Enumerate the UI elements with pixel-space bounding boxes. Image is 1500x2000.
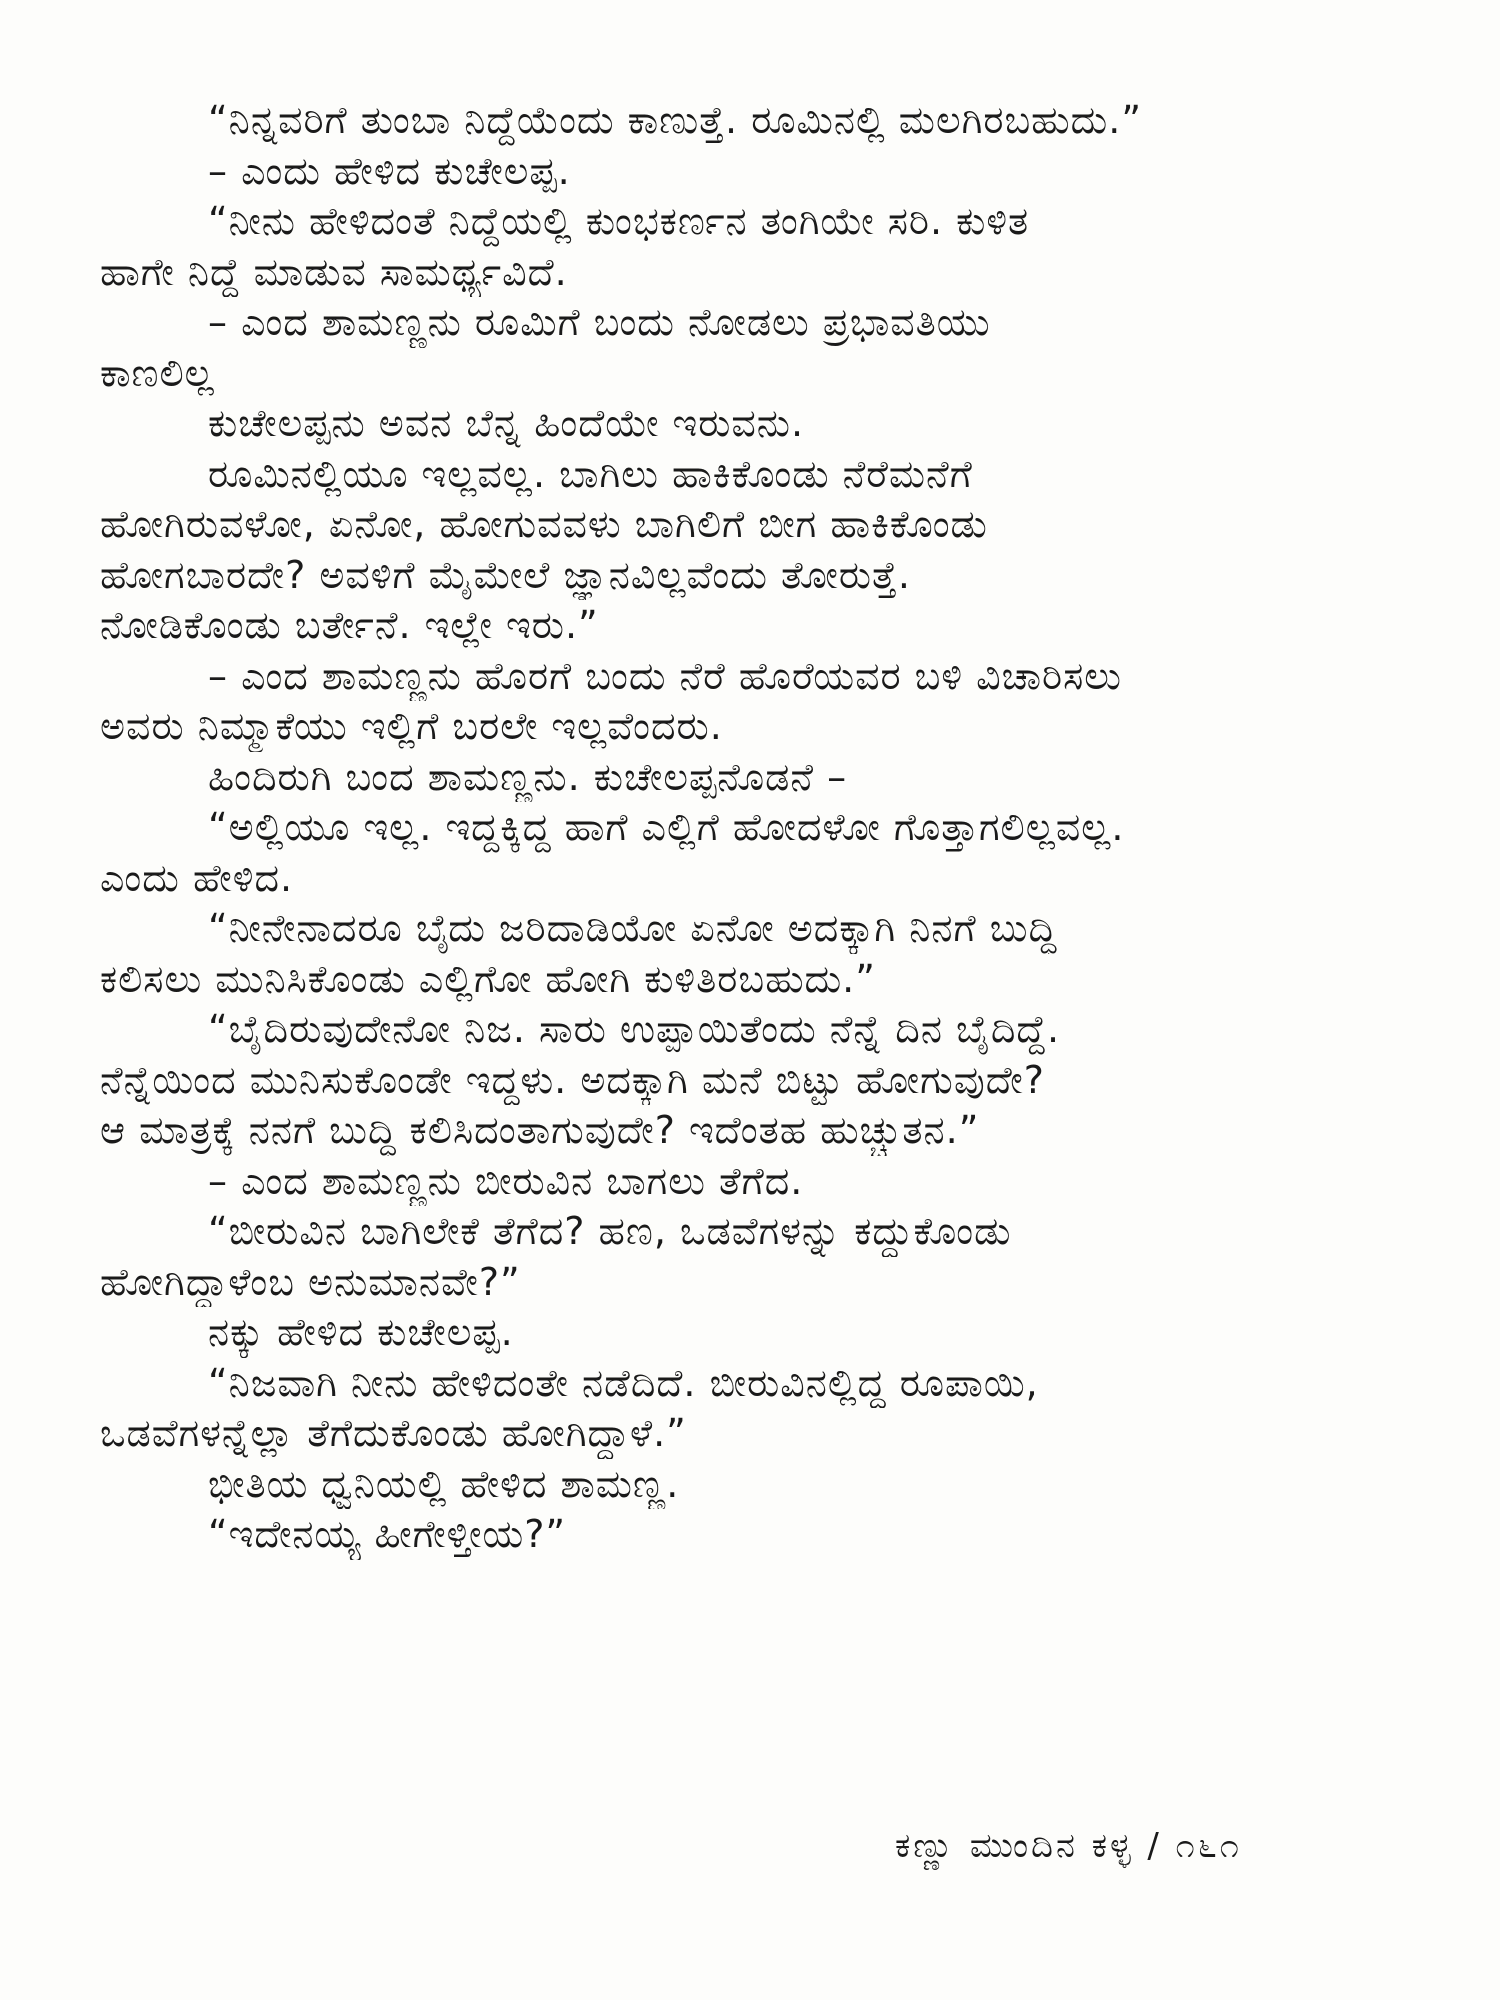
text-line: ಕುಚೇಲಪ್ಪನು ಅವನ ಬೆನ್ನ ಹಿಂದೆಯೇ ಇರುವನು. — [208, 401, 805, 445]
text-line: ನೆನ್ನೆಯಿಂದ ಮುನಿಸುಕೊಂಡೇ ಇದ್ದಳು. ಅದಕ್ಕಾಗಿ ಮನೆ ಬಿಟ್ಟು ಹೋಗುವುದೇ? — [100, 1057, 1045, 1102]
text-line: ಕಲಿಸಲು ಮುನಿಸಿಕೊಂಡು ಎಲ್ಲಿಗೋ ಹೋಗಿ ಕುಳಿತಿರಬಹುದು.” — [100, 956, 876, 1001]
text-line: “ಇದೇನಯ್ಯ ಹೀಗೇಳ್ತೀಯ?” — [208, 1512, 567, 1556]
text-line: ಹಿಂದಿರುಗಿ ಬಂದ ಶಾಮಣ್ಣನು. ಕುಚೇಲಪ್ಪನೊಡನೆ – — [208, 754, 848, 799]
text-line: ರೂಮಿನಲ್ಲಿಯೂ ಇಲ್ಲವಲ್ಲ. ಬಾಗಿಲು ಹಾಕಿಕೊಂಡು ನೆರೆಮನೆಗೆ — [208, 451, 973, 496]
text-line: “ನೀನೇನಾದರೂ ಬೈದು ಜರಿದಾಡಿಯೋ ಏನೋ ಅದಕ್ಕಾಗಿ ನಿನಗೆ ಬುದ್ಧಿ — [208, 906, 1058, 950]
text-line: ಹೋಗಿದ್ದಾಳೆಂಬ ಅನುಮಾನವೇ?” — [100, 1259, 521, 1304]
text-line: “ನಿನ್ನವರಿಗೆ ತುಂಬಾ ನಿದ್ದೆಯೆಂದು ಕಾಣುತ್ತೆ. ರೂಮಿನಲ್ಲಿ ಮಲಗಿರಬಹುದು.” — [208, 98, 1143, 142]
text-line: “ನಿಜವಾಗಿ ನೀನು ಹೇಳಿದಂತೇ ನಡೆದಿದೆ. ಬೀರುವಿನಲ್ಲಿದ್ದ ರೂಪಾಯಿ, — [208, 1360, 1039, 1405]
text-line: “ಬೀರುವಿನ ಬಾಗಿಲೇಕೆ ತೆಗೆದ? ಹಣ, ಒಡವೆಗಳನ್ನು ಕದ್ದುಕೊಂಡು — [208, 1209, 1012, 1253]
text-line: ಎಂದು ಹೇಳಿದ. — [100, 855, 294, 900]
text-line: – ಎಂದ ಶಾಮಣ್ಣನು ರೂಮಿಗೆ ಬಂದು ನೋಡಲು ಪ್ರಭಾವತಿಯು — [208, 300, 991, 344]
text-line: ಅವರು ನಿಮ್ಮಾಕೆಯು ಇಲ್ಲಿಗೆ ಬರಲೇ ಇಲ್ಲವೆಂದರು. — [100, 704, 723, 748]
page-footer: ಕಣ್ಣು ಮುಂದಿನ ಕಳ್ಳ / ೧೬೧ — [895, 1826, 1242, 1866]
text-line: “ಬೈದಿರುವುದೇನೋ ನಿಜ. ಸಾರು ಉಪ್ಪಾಯಿತೆಂದು ನೆನ್ನೆ ದಿನ ಬೈದಿದ್ದೆ. — [208, 1007, 1061, 1051]
body-text — [100, 95, 1430, 1560]
text-line: ಭೀತಿಯ ಧ್ವನಿಯಲ್ಲಿ ಹೇಳಿದ ಶಾಮಣ್ಣ. — [208, 1461, 680, 1506]
text-line: ಹೋಗಬಾರದೇ? ಅವಳಿಗೆ ಮೈಮೇಲೆ ಜ್ಞಾನವಿಲ್ಲವೆಂದು ತೋರುತ್ತೆ. — [100, 552, 911, 597]
text-line: ಕಾಣಲಿಲ್ಲ — [100, 350, 215, 395]
text-line: ಆ ಮಾತ್ರಕ್ಕೆ ನನಗೆ ಬುದ್ಧಿ ಕಲಿಸಿದಂತಾಗುವುದೇ? ಇದೆಂತಹ ಹುಚ್ಚುತನ.” — [100, 1108, 980, 1152]
text-line: – ಎಂದ ಶಾಮಣ್ಣನು ಹೊರಗೆ ಬಂದು ನೆರೆ ಹೊರೆಯವರ ಬಳಿ ವಿಚಾರಿಸಲು — [208, 653, 1123, 698]
text-line: ಹೋಗಿರುವಳೋ, ಏನೋ, ಹೋಗುವವಳು ಬಾಗಿಲಿಗೆ ಬೀಗ ಹಾಕಿಕೊಂಡು — [100, 502, 988, 546]
text-line: – ಎಂದು ಹೇಳಿದ ಕುಚೇಲಪ್ಪ. — [208, 148, 571, 193]
text-line: ನಕ್ಕು ಹೇಳಿದ ಕುಚೇಲಪ್ಪ. — [208, 1310, 514, 1354]
text-line: “ನೀನು ಹೇಳಿದಂತೆ ನಿದ್ದೆಯಲ್ಲಿ ಕುಂಭಕರ್ಣನ ತಂಗಿಯೇ ಸರಿ. ಕುಳಿತ — [208, 199, 1030, 243]
text-line: ಒಡವೆಗಳನ್ನೆಲ್ಲಾ ತೆಗೆದುಕೊಂಡು ಹೋಗಿದ್ದಾಳೆ.” — [100, 1411, 687, 1455]
text-line: “ಅಲ್ಲಿಯೂ ಇಲ್ಲ. ಇದ್ದಕ್ಕಿದ್ದ ಹಾಗೆ ಎಲ್ಲಿಗೆ ಹೋದಳೋ ಗೊತ್ತಾಗಲಿಲ್ಲವಲ್ಲ. — [208, 805, 1125, 849]
text-line: – ಎಂದ ಶಾಮಣ್ಣನು ಬೀರುವಿನ ಬಾಗಲು ತೆಗೆದ. — [208, 1158, 804, 1203]
text-line: ನೋಡಿಕೊಂಡು ಬರ್ತೇನೆ. ಇಲ್ಲೇ ಇರು.” — [100, 603, 599, 647]
text-line: ಹಾಗೇ ನಿದ್ದೆ ಮಾಡುವ ಸಾಮರ್ಥ್ಯವಿದೆ. — [100, 249, 568, 294]
